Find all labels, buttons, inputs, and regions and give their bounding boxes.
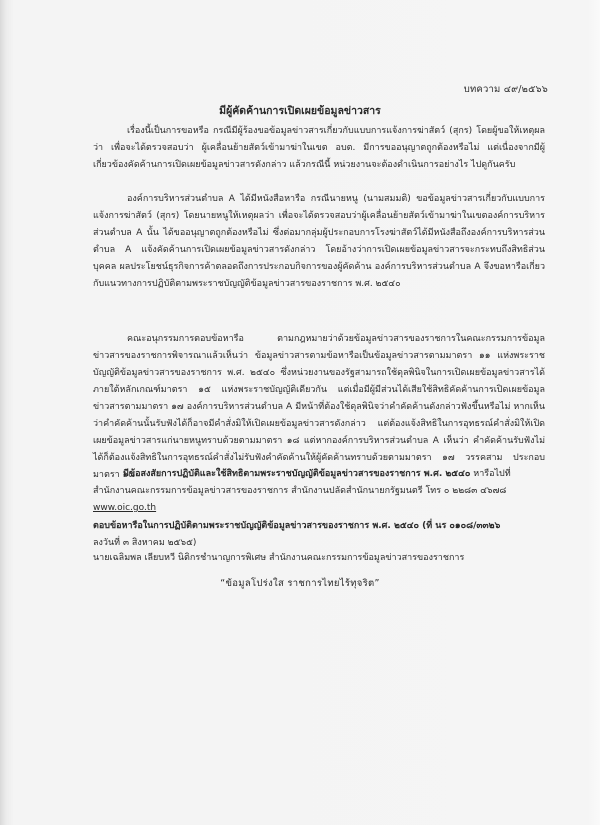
website-link[interactable]: www.oic.go.th (93, 503, 157, 513)
contact-body: หารือไปที่สำนักงานคณะกรรมการข้อมูลข่าวสารของราชการ สำนักงานปลัดสำนักนายกรัฐมนตรี โทร ๐ ๒๒๘๓ ๔๖๗๘ (93, 469, 511, 496)
contact-info (93, 466, 545, 517)
paragraph-case: องค์การบริหารส่วนตำบล A ได้มีหนังสือหารือ กรณีนายหนู (นามสมมติ) ขอข้อมูลข่าวสารเกี่ยวกับแบบการแจ้งการฆ่าสัตว์ (สุกร) โดยนายหนูให้เหตุผลว่า เพื่อจะได้ตรวจสอบว่าผู้เคลื่อนย้ายสัตว์เข้ามาฆ่าในเขตองค์การบริหารส่วนตำบล A นั้น ได้ขออนุญาตถูกต้องหรือไม่ ซึ่งต่อมากลุ่มผู้ประกอบการโรงฆ่าสัตว์ได้มีหนังสือถึงองค์การบริหารส่วนตำบล A แจ้งคัดค้านการเปิดเผยข้อมูลข่าวสารดังกล่าว โดยอ้างว่าการเปิดเผยข้อมูลข่าวสารจะกระทบถึงสิทธิส่วนบุคคล ผลประโยชน์ธุรกิจการค้าตลอดถึงการประกอบกิจการของผู้คัดค้าน องค์การบริหารส่วนตำบล A จึงขอหารือเกี่ยวกับแนวทางการปฏิบัติตามพระราชบัญญัติข้อมูลข่าวสารของราชการ พ.ศ. ๒๕๔๐ (93, 194, 545, 289)
reference-title: ตอบข้อหารือในการปฏิบัติตามพระราชบัญญัติข้อมูลข่าวสารของราชการ พ.ศ. ๒๕๔๐ (ที่ นร ๐๑๐๘/๓๓๒๖ (93, 521, 501, 531)
article-number: บทความ ๔๙/๒๕๖๖ (463, 84, 548, 95)
document-title: มีผู้คัดค้านการเปิดเผยข้อมูลข่าวสาร (219, 105, 381, 117)
slogan: “ข้อมูลโปร่งใส ราชการไทยไร้ทุจริต” (220, 578, 380, 589)
contact-lead: มีข้อสงสัยการปฏิบัติและใช้สิทธิตามพระราชบัญญัติข้อมูลข่าวสารของราชการ พ.ศ. ๒๕๔๐ (123, 469, 471, 479)
author-line: นายเฉลิมพล เลียบหวี นิติกรชำนาญการพิเศษ สำนักงานคณะกรรมการข้อมูลข่าวสารของราชการ (93, 553, 465, 563)
reference-date: ลงวันที่ ๓ สิงหาคม ๒๕๖๕) (93, 538, 197, 548)
paragraph-opinion: คณะอนุกรรมการตอบข้อหารือ ตามกฎหมายว่าด้วยข้อมูลข่าวสารของราชการในคณะกรรมการข้อมูลข่าวสารของราชการพิจารณาแล้วเห็นว่า ข้อมูลข่าวสารตามข้อหารือเป็นข้อมูลข่าวสารตามมาตรา ๑๑ แห่งพระราชบัญญัติข้อมูลข่าวสารของราชการ พ.ศ. ๒๕๔๐ ซึ่งหน่วยงานของรัฐสามารถใช้ดุลพินิจในการเปิดเผยข้อมูลข่าวสารได้ภายใต้หลักเกณฑ์มาตรา ๑๕ แห่งพระราชบัญญัติเดียวกัน แต่เมื่อมีผู้มีส่วนได้เสียใช้สิทธิคัดค้านการเปิดเผยข้อมูลข่าวสารตามมาตรา ๑๗ องค์การบริหารส่วนตำบล A มีหน้าที่ต้องใช้ดุลพินิจว่าคำคัดค้านดังกล่าวฟังขึ้นหรือไม่ หากเห็นว่าคำคัดค้านนั้นรับฟังได้ก็อาจมีคำสั่งมิให้เปิดเผยข้อมูลข่าวสารดังกล่าว แต่ต้องแจ้งสิทธิในการอุทธรณ์คำสั่งมิให้เปิดเผยข้อมูลข่าวสารแก่นายหนูทราบด้วยตามมาตรา ๑๘ แต่หากองค์การบริหารส่วนตำบล A เห็นว่า คำคัดค้านรับฟังไม่ได้ก็ต้องแจ้งสิทธิในการอุทธรณ์คำสั่งไม่รับฟังคำคัดค้านให้ผู้คัดค้านทราบด้วยตามมาตรา ๑๗ วรรคสาม ประกอบมาตรา ๑๘ (93, 334, 545, 480)
reference-block (93, 518, 553, 552)
paragraph-intro: เรื่องนี้เป็นการขอหรือ กรณีมีผู้ร้องขอข้อมูลข่าวสารเกี่ยวกับแบบการแจ้งการฆ่าสัตว์ (สุกร) โดยผู้ขอให้เหตุผลว่า เพื่อจะได้ตรวจสอบว่า ผู้เคลื่อนย้ายสัตว์เข้ามาฆ่าในเขต อบต. มีการขออนุญาตถูกต้องหรือไม่ แต่เนื่องจากมีผู้เกี่ยวข้องคัดค้านการเปิดเผยข้อมูลข่าวสารดังกล่าว แล้วกรณีนี้ หน่วยงานจะต้องดำเนินการอย่างไร ไปดูกันครับ (93, 126, 545, 170)
